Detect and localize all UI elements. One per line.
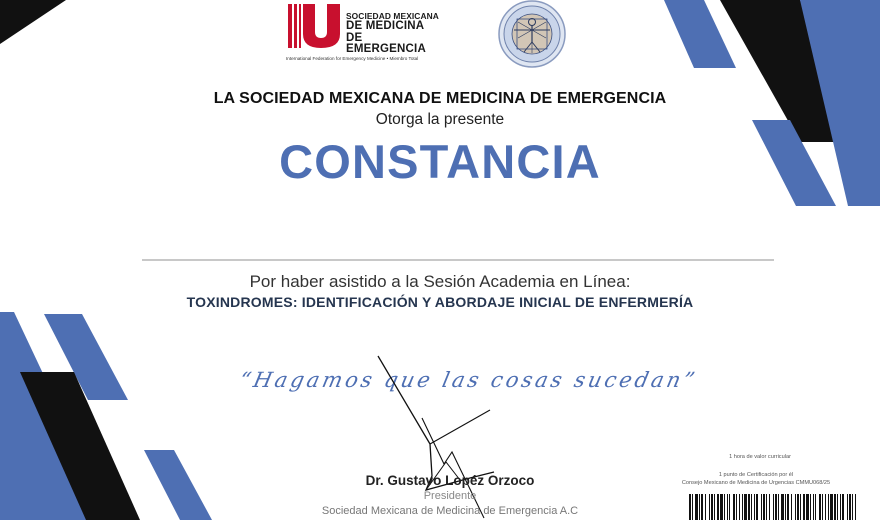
smme-logo [284,0,444,68]
barcode-bar [803,494,805,520]
barcode-bar [830,494,833,520]
organization-title: LA SOCIEDAD MEXICANA DE MEDICINA DE EMERGENCIA [213,90,667,107]
grants-line: Otorga la presente [375,111,505,128]
barcode-bar [705,494,706,520]
document-title: CONSTANCIA [279,135,601,188]
barcode-bar [739,494,740,520]
barcode-bar [822,494,823,520]
logo-line-1: SOCIEDAD MEXICANA [346,11,439,21]
barcode-bar [849,494,851,520]
barcode-bar [813,494,814,520]
logo-line-3: DE EMERGENCIA [346,31,426,56]
stripe-black-top-left [0,0,66,44]
barcode-bar [751,494,752,520]
barcode-bar [724,494,725,520]
barcode-bar [800,494,801,520]
barcode-bar [828,494,829,520]
barcode-bar [761,494,762,520]
barcode-bar [714,494,715,520]
certification-council: Consejo Mexicano de Medicina de Urgencias CMMU068/25 [681,480,831,486]
motto-quote: “Hagamos que las cosas sucedan” [237,368,700,392]
barcode-bar [709,494,710,520]
barcode-bar [773,494,774,520]
barcode-bar [711,494,713,520]
session-topic: TOXINDROMES: IDENTIFICACIÓN Y ABORDAJE INICIAL DE ENFERMERÍA [186,294,694,310]
barcode-bar [692,494,693,520]
barcode-bar [806,494,809,520]
barcode-bar [720,494,723,520]
barcode-bar [855,494,856,520]
barcode-bar [733,494,735,520]
barcode-bar [819,494,821,520]
curricular-hours: 1 hora de valor curricular [729,454,791,460]
barcode-bar [756,494,758,520]
logo-wordmark [346,12,444,56]
barcode-bar [840,494,841,520]
stripe-blue-top-right-1 [664,0,736,68]
barcode-bar [695,494,698,520]
barcode-bar [815,494,816,520]
barcode-bar [689,494,691,520]
barcode-bar [791,494,792,520]
barcode-bar [769,494,770,520]
barcode-bar [699,494,700,520]
barcode-bar [797,494,799,520]
logo-line-2: DE MEDICINA [346,20,425,33]
barcode-bar [852,494,853,520]
barcode-bar [842,494,844,520]
divider-line [142,259,774,261]
barcode-bar [766,494,767,520]
barcode-bar [727,494,728,520]
certification-point: 1 punto de Certificación por él [718,472,794,478]
barcode-bar [729,494,730,520]
barcode-bar [785,494,786,520]
signatory-organization: Sociedad Mexicana de Medicina de Emergencia A.C [321,505,579,517]
barcode-bar [781,494,784,520]
smme-u-logo-icon [286,2,342,50]
barcode-bar [748,494,750,520]
barcode-bar [763,494,765,520]
barcode-bar [778,494,779,520]
barcode-bar [775,494,777,520]
stripe-blue-bottom-left-3 [144,450,212,520]
barcode-bar [825,494,826,520]
barcode-bar [742,494,743,520]
barcode-bar [810,494,811,520]
barcode-bar [795,494,796,520]
barcode-bar [701,494,703,520]
barcode-bar [834,494,836,520]
barcode-bar [744,494,747,520]
barcode-bar [717,494,719,520]
logo-tagline: International Federation for Emergency Medicine • Miembro Total [286,56,419,61]
vitruvian-seal-icon [496,0,568,68]
barcode-bar [787,494,789,520]
barcode-bar [754,494,755,520]
barcode-bar [736,494,737,520]
barcode-icon [689,494,859,520]
barcode-bar [847,494,848,520]
signatory-name: Dr. Gustavo Lopéz Orzoco [365,473,535,488]
barcode-bar [837,494,838,520]
signatory-role: Presidente [423,490,477,502]
attendance-reason: Por haber asistido a la Sesión Academia en Línea: [249,272,631,291]
